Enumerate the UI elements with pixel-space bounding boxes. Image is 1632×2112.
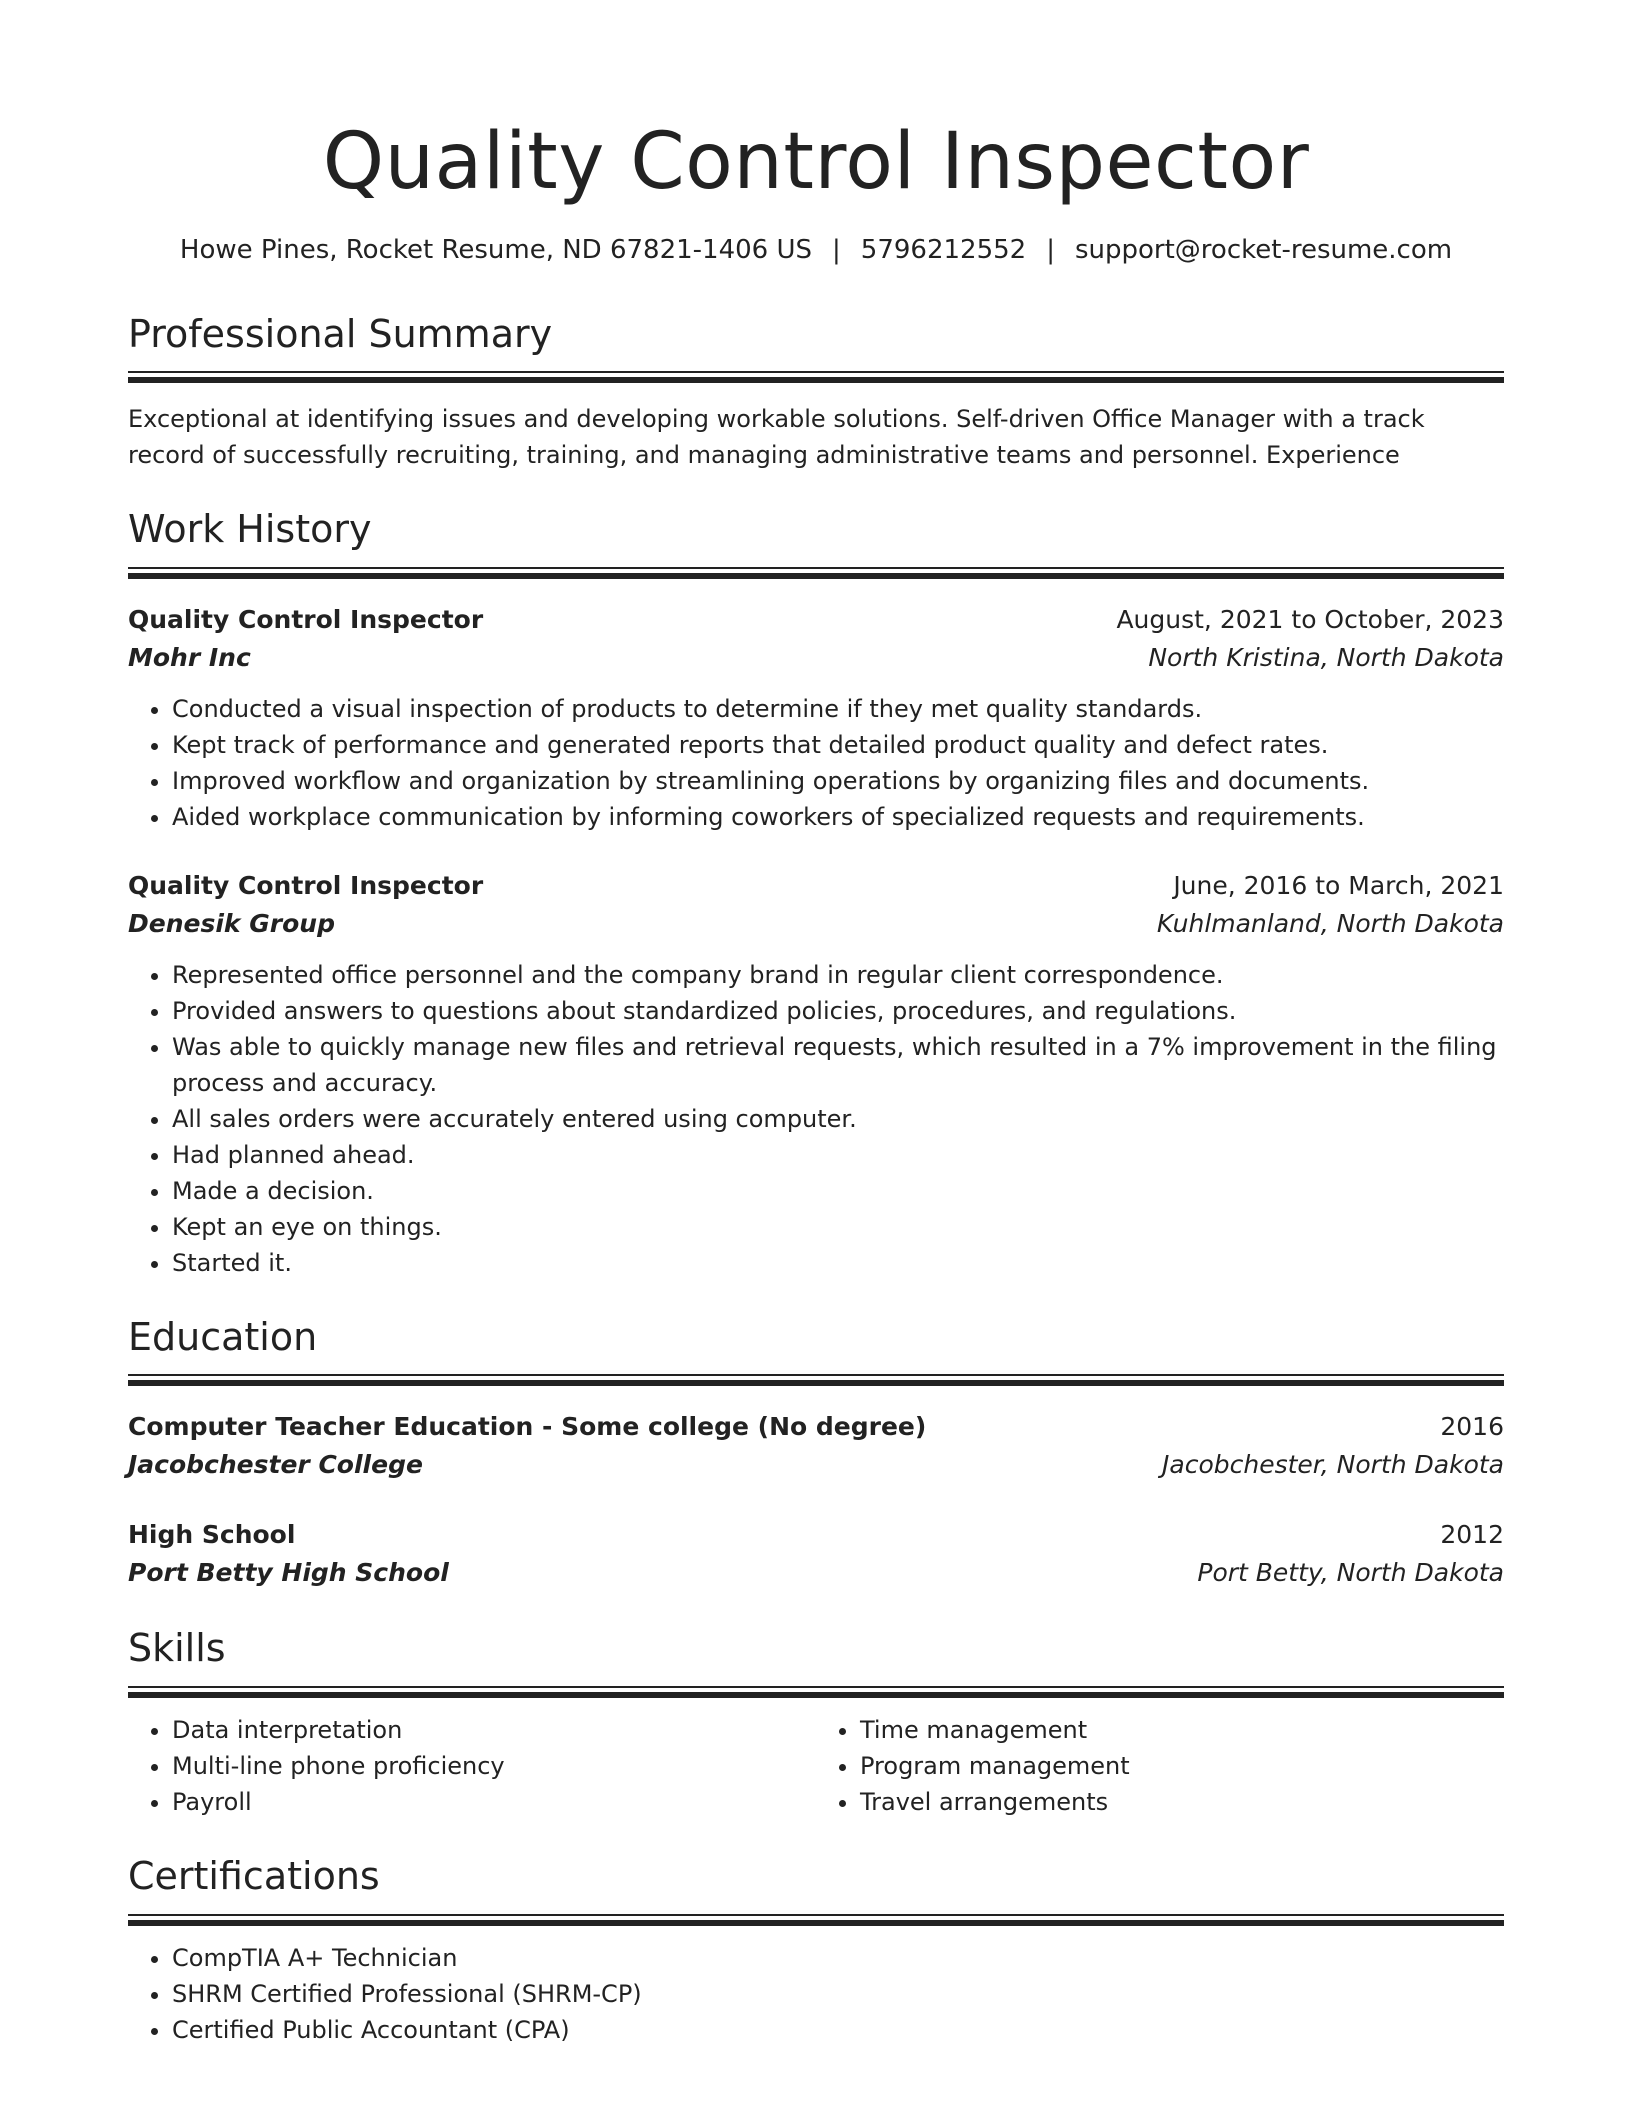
section-title: Certifications bbox=[128, 1853, 380, 1898]
education-degree: Computer Teacher Education - Some college (No degree) bbox=[128, 1412, 927, 1442]
list-item: • All sales orders were accurately entered using computer. bbox=[172, 1101, 1504, 1137]
list-item: • Provided answers to questions about standardized policies, procedures, and regulations. bbox=[172, 993, 1504, 1029]
section-work-history bbox=[128, 507, 1504, 1281]
job-position: Quality Control Inspector bbox=[128, 604, 484, 634]
education-year: 2012 bbox=[1440, 1520, 1504, 1550]
contact-phone: 5796212552 bbox=[860, 234, 1027, 265]
education-school-row bbox=[128, 1446, 1504, 1484]
job-company: Denesik Group bbox=[128, 908, 335, 938]
section-title: Work History bbox=[128, 507, 372, 552]
section-divider bbox=[128, 1686, 1504, 1698]
job-company-row bbox=[128, 639, 1504, 677]
list-item: • Improved workflow and organization by streamlining operations by organizing files and documents. bbox=[172, 763, 1504, 799]
education-school-row bbox=[128, 1554, 1504, 1592]
job-company: Mohr Inc bbox=[128, 642, 251, 672]
list-item: • Certified Public Accountant (CPA) bbox=[172, 2012, 1504, 2048]
list-item: • Started it. bbox=[172, 1245, 1504, 1281]
list-item: • CompTIA A+ Technician bbox=[172, 1940, 1504, 1976]
section-divider bbox=[128, 1914, 1504, 1926]
list-item: • Conducted a visual inspection of products to determine if they met quality standards. bbox=[172, 691, 1504, 727]
list-item: • Had planned ahead. bbox=[172, 1137, 1504, 1173]
job-position: Quality Control Inspector bbox=[128, 870, 484, 900]
education-year: 2016 bbox=[1440, 1412, 1504, 1442]
section-title: Professional Summary bbox=[128, 311, 553, 356]
education-header-row bbox=[128, 1516, 1504, 1554]
skills-column-left bbox=[128, 1712, 816, 1820]
section-divider bbox=[128, 1374, 1504, 1386]
education-location: Port Betty, North Dakota bbox=[1197, 1558, 1504, 1588]
contact-separator: | bbox=[832, 234, 841, 265]
contact-email: support@rocket-resume.com bbox=[1074, 234, 1453, 265]
job-entry bbox=[128, 601, 1504, 835]
list-item: • Kept an eye on things. bbox=[172, 1209, 1504, 1245]
list-item: • SHRM Certified Professional (SHRM-CP) bbox=[172, 1976, 1504, 2012]
contact-line bbox=[128, 234, 1504, 268]
education-degree: High School bbox=[128, 1520, 296, 1550]
summary-text: Exceptional at identifying issues and developing workable solutions. Self-driven Office Manager with a track record of successfully recruiting, training, and managing administrative teams and personnel. Experience bbox=[128, 405, 1425, 470]
section-divider bbox=[128, 567, 1504, 579]
list-item: • Represented office personnel and the company brand in regular client correspondence. bbox=[172, 957, 1504, 993]
certifications-list bbox=[128, 1940, 1504, 2048]
section-education bbox=[128, 1315, 1504, 1593]
section-summary bbox=[128, 312, 1504, 474]
list-item: • Travel arrangements bbox=[860, 1784, 1504, 1820]
education-location: Jacobchester, North Dakota bbox=[1162, 1450, 1504, 1480]
job-bullets bbox=[128, 691, 1504, 835]
section-title: Education bbox=[128, 1314, 318, 1359]
job-location: Kuhlmanland, North Dakota bbox=[1156, 908, 1504, 938]
education-school: Port Betty High School bbox=[128, 1558, 449, 1588]
education-header-row bbox=[128, 1408, 1504, 1446]
education-entry bbox=[128, 1516, 1504, 1592]
skills-column-right bbox=[816, 1712, 1504, 1820]
list-item: • Program management bbox=[860, 1748, 1504, 1784]
job-dates: August, 2021 to October, 2023 bbox=[1116, 604, 1504, 634]
job-company-row bbox=[128, 905, 1504, 943]
list-item: • Made a decision. bbox=[172, 1173, 1504, 1209]
job-dates: June, 2016 to March, 2021 bbox=[1173, 870, 1504, 900]
job-bullets bbox=[128, 957, 1504, 1281]
contact-address: Howe Pines, Rocket Resume, ND 67821-1406 US bbox=[179, 234, 813, 265]
list-item: • Time management bbox=[860, 1712, 1504, 1748]
job-entry bbox=[128, 867, 1504, 1281]
list-item: • Aided workplace communication by informing coworkers of specialized requests and requirements. bbox=[172, 799, 1504, 835]
list-item: • Multi-line phone proficiency bbox=[172, 1748, 816, 1784]
resume-name: Quality Control Inspector bbox=[322, 117, 1310, 207]
section-certifications bbox=[128, 1854, 1504, 2048]
job-header-row bbox=[128, 601, 1504, 639]
contact-separator: | bbox=[1046, 234, 1055, 265]
section-title: Skills bbox=[128, 1626, 226, 1671]
list-item: • Payroll bbox=[172, 1784, 816, 1820]
job-location: North Kristina, North Dakota bbox=[1148, 642, 1504, 672]
skills-grid bbox=[128, 1712, 1504, 1820]
job-header-row bbox=[128, 867, 1504, 905]
section-divider bbox=[128, 371, 1504, 383]
list-item: • Was able to quickly manage new files and retrieval requests, which resulted in a 7% improvement in the filing process and accuracy. bbox=[172, 1029, 1504, 1101]
list-item: • Data interpretation bbox=[172, 1712, 816, 1748]
education-entry bbox=[128, 1408, 1504, 1484]
education-school: Jacobchester College bbox=[128, 1450, 423, 1480]
section-skills bbox=[128, 1626, 1504, 1820]
list-item: • Kept track of performance and generated reports that detailed product quality and defect rates. bbox=[172, 727, 1504, 763]
